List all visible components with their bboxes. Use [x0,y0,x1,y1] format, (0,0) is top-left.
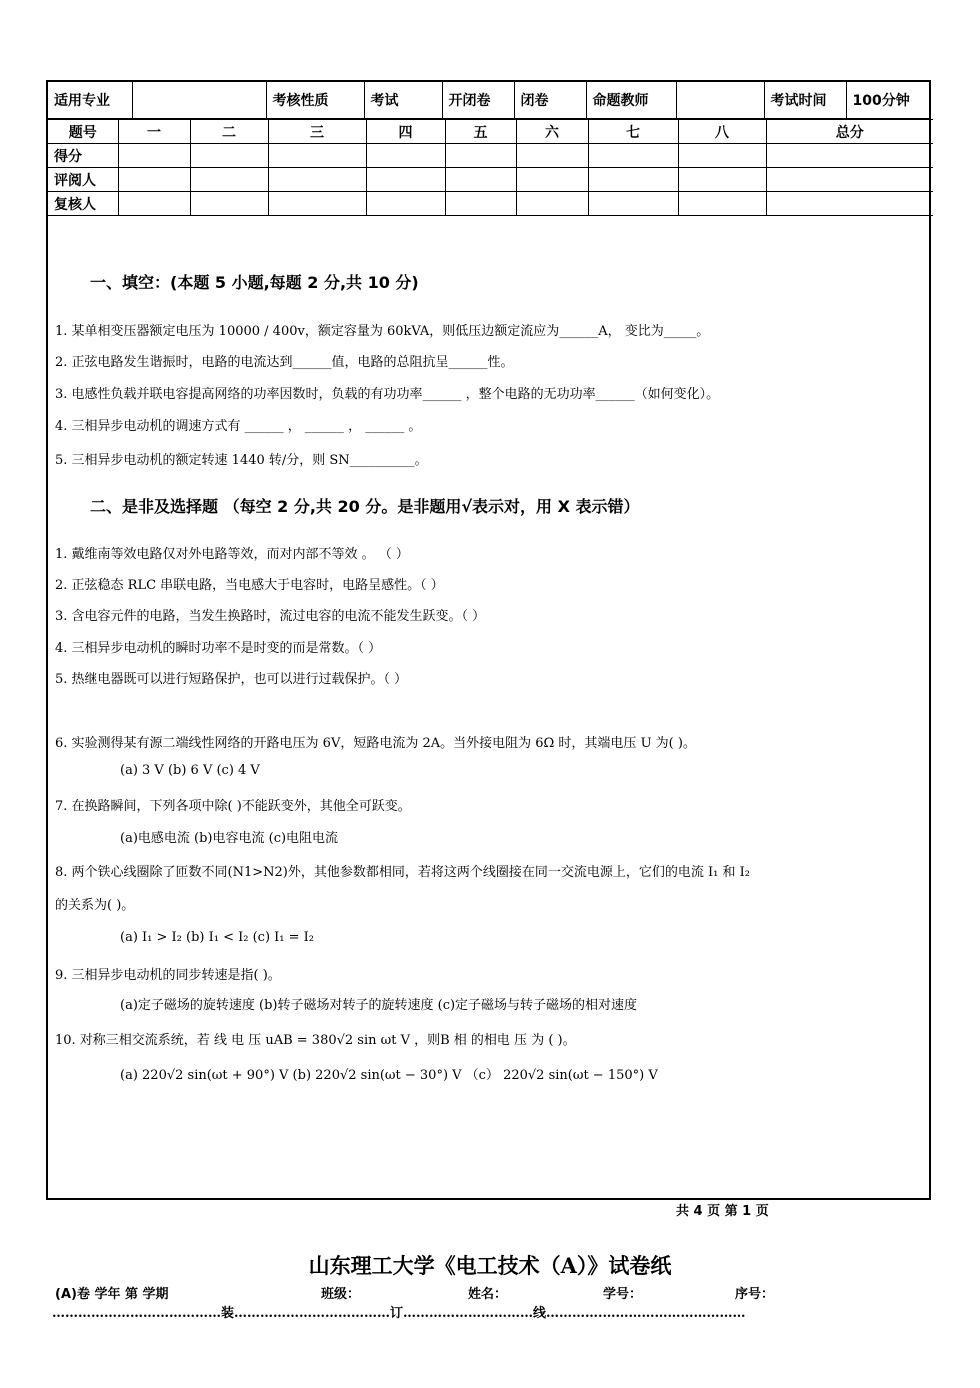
university-title: 山东理工大学《电工技术（A）》试卷纸 [308,1253,672,1278]
tf-question-3: 3. 含电容元件的电路，当发生换路时，流过电容的电流不能发生跃变。（ ） [55,609,486,624]
closed-value: 闭卷 [514,82,586,119]
class-label: 班级： [321,1287,361,1302]
time-label: 考试时间 [764,82,846,119]
score-row-label: 得分 [48,144,118,168]
score-col: 七 [588,120,678,144]
score-row-label: 复核人 [48,192,118,216]
page-counter: 共 4 页 第 1 页 [676,1204,769,1219]
nature-label: 考核性质 [266,82,364,119]
score-cell[interactable] [516,168,588,192]
score-col: 五 [445,120,516,144]
score-cell[interactable] [118,168,190,192]
choice-options-7: (a)电感电流 (b)电容电流 (c)电阻电流 [120,831,339,846]
score-header-label: 题号 [48,120,118,144]
score-cell[interactable] [366,168,445,192]
score-cell[interactable] [190,192,268,216]
choice-question-9: 9. 三相异步电动机的同步转速是指( )。 [55,968,281,983]
score-cell[interactable] [516,144,588,168]
choice-options-8: (a) I₁ > I₂ (b) I₁ < I₂ (c) I₁ = I₂ [120,930,314,945]
nature-value: 考试 [364,82,442,119]
major-label: 适用专业 [48,82,132,119]
exam-info-table [48,82,931,119]
major-value [132,82,266,119]
score-cell[interactable] [445,192,516,216]
choice-question-6: 6. 实验测得某有源二端线性网络的开路电压为 6V，短路电流为 2A。当外接电阻为 6Ω 时，其端电压 U 为( )。 [55,736,696,751]
score-cell[interactable] [366,192,445,216]
score-cell[interactable] [766,192,933,216]
paper-label: (A)卷 学年 第 学期 [55,1287,169,1302]
score-cell[interactable] [588,192,678,216]
score-cell[interactable] [366,144,445,168]
section1-title: 一、填空：(本题 5 小题,每题 2 分,共 10 分) [90,273,419,292]
choice-question-8: 8. 两个铁心线圈除了匝数不同(N1>N2)外，其他参数都相同，若将这两个线圈接在同一交流电源上，它们的电流 I₁ 和 I₂ [55,865,750,880]
score-col: 二 [190,120,268,144]
score-cell[interactable] [118,144,190,168]
tf-question-1: 1. 戴维南等效电路仅对外电路等效，而对内部不等效 。 （ ） [55,547,409,562]
choice-options-6: (a) 3 V (b) 6 V (c) 4 V [120,763,260,778]
fill-question-5: 5. 三相异步电动机的额定转速 1440 转/分，则 SN__________。 [55,453,428,468]
score-table [48,119,933,216]
score-cell[interactable] [678,168,766,192]
score-cell[interactable] [588,168,678,192]
time-value: 100分钟 [846,82,931,119]
binding-line: …………………………………装………………………………订…………………………线………….…………………………… [52,1306,746,1321]
score-cell[interactable] [190,168,268,192]
teacher-label: 命题教师 [586,82,676,119]
choice-question-7: 7. 在换路瞬间，下列各项中除( )不能跃变外，其他全可跃变。 [55,799,411,814]
name-label: 姓名： [468,1287,508,1302]
score-cell[interactable] [766,144,933,168]
choice-question-8-cont: 的关系为( )。 [55,898,135,913]
choice-question-10: 10. 对称三相交流系统，若 线 电 压 uAB = 380√2 sin ωt V ，则B 相 的相电 压 为 ( )。 [55,1033,576,1048]
score-cell[interactable] [190,144,268,168]
choice-options-9: (a)定子磁场的旋转速度 (b)转子磁场对转子的旋转速度 (c)定子磁场与转子磁场的相对速度 [120,998,638,1013]
teacher-value [676,82,764,119]
score-total-label: 总分 [766,120,933,144]
tf-question-2: 2. 正弦稳态 RLC 串联电路，当电感大于电容时，电路呈感性。（ ） [55,578,444,593]
score-cell[interactable] [268,168,366,192]
score-cell[interactable] [445,168,516,192]
fill-question-3: 3. 电感性负载并联电容提高网络的功率因数时，负载的有功功率______ ，整个电路的无功功率______（如何变化）。 [55,387,720,402]
tf-question-5: 5. 热继电器既可以进行短路保护，也可以进行过载保护。（ ） [55,672,408,687]
score-cell[interactable] [118,192,190,216]
sequence-label: 序号： [735,1287,775,1302]
score-cell[interactable] [588,144,678,168]
score-col: 四 [366,120,445,144]
score-row-label: 评阅人 [48,168,118,192]
choice-options-10: (a) 220√2 sin(ωt + 90°) V (b) 220√2 sin(ωt − 30°) V （c） 220√2 sin(ωt − 150°) V [120,1068,658,1083]
score-col: 一 [118,120,190,144]
fill-question-2: 2. 正弦电路发生谐振时，电路的电流达到______值，电路的总阻抗呈______性。 [55,355,514,370]
score-cell[interactable] [268,192,366,216]
student-id-label: 学号： [603,1287,643,1302]
tf-question-4: 4. 三相异步电动机的瞬时功率不是时变的而是常数。（ ） [55,641,382,656]
score-col: 三 [268,120,366,144]
section2-title: 二、是非及选择题 （每空 2 分,共 20 分。是非题用√表示对，用 X 表示错） [90,497,640,516]
score-col: 八 [678,120,766,144]
fill-question-1: 1. 某单相变压器额定电压为 10000 / 400v，额定容量为 60kVA，则低压边额定流应为______A， 变比为_____。 [55,324,710,339]
score-cell[interactable] [766,168,933,192]
score-cell[interactable] [268,144,366,168]
closed-label: 开闭卷 [442,82,514,119]
score-cell[interactable] [445,144,516,168]
fill-question-4: 4. 三相异步电动机的调速方式有 ______ ， ______ ， ______ 。 [55,419,422,434]
exam-sheet [46,80,931,1200]
score-col: 六 [516,120,588,144]
score-cell[interactable] [678,144,766,168]
score-cell[interactable] [678,192,766,216]
score-cell[interactable] [516,192,588,216]
